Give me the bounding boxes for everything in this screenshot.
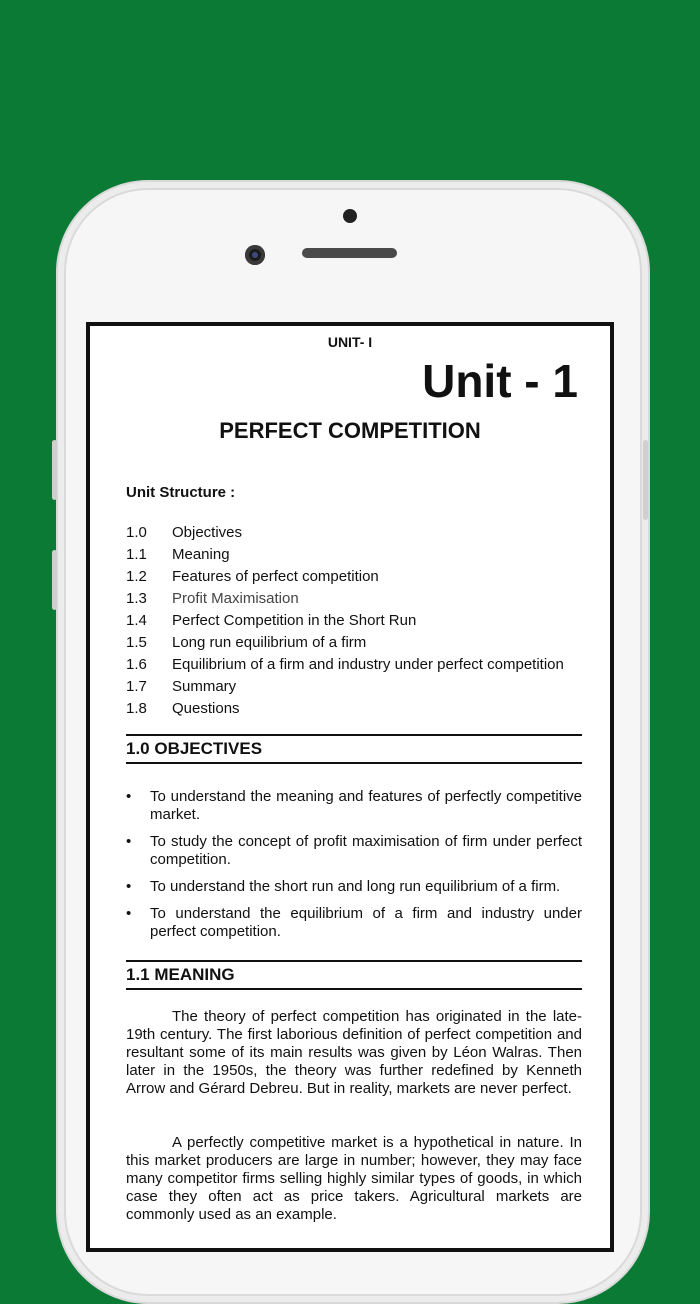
toc-item (126, 566, 590, 588)
toc-text: Long run equilibrium of a firm (172, 634, 367, 651)
toc-text: Perfect Competition in the Short Run (172, 612, 417, 629)
toc-item (126, 698, 590, 720)
toc-item (126, 610, 590, 632)
toc-text: Objectives (172, 524, 243, 541)
meaning-heading: 1.1 MEANING (126, 960, 582, 990)
toc-number: 1.4 (126, 612, 147, 629)
list-item: • To study the concept of profit maximisation of firm under perfect competition. (126, 833, 582, 869)
page-title: PERFECT COMPETITION (219, 418, 481, 443)
front-camera-icon (245, 245, 265, 265)
phone-side-button (52, 440, 57, 500)
list-item: • To understand the short run and long run equilibrium of a firm. (126, 878, 582, 896)
toc-item (126, 632, 590, 654)
toc-item (126, 588, 590, 610)
document-screen[interactable] (86, 322, 614, 1252)
toc-number: 1.6 (126, 656, 147, 673)
toc-item (126, 654, 590, 676)
toc-number: 1.8 (126, 700, 147, 717)
toc-number: 1.1 (126, 546, 147, 563)
toc-item (126, 522, 590, 544)
unit-structure-heading: Unit Structure : (126, 484, 236, 501)
toc-item (126, 676, 590, 698)
toc-number: 1.0 (126, 524, 147, 541)
toc-number: 1.7 (126, 678, 147, 695)
objectives-heading: 1.0 OBJECTIVES (126, 734, 582, 764)
objectives-list (126, 788, 582, 950)
table-of-contents (126, 522, 590, 720)
toc-text: Equilibrium of a firm and industry under perfect competition (172, 656, 564, 673)
toc-text: Features of perfect competition (172, 568, 379, 585)
toc-item (126, 544, 590, 566)
toc-text: Questions (172, 700, 240, 717)
toc-text: Meaning (172, 546, 230, 563)
unit-header-big: Unit - 1 (422, 355, 578, 407)
paragraph: A perfectly competitive market is a hypothetical in nature. In this market producers are large in number; however, they may face many competitor firms selling highly similar types of goods, in which case they often act as price takers. Agricultural markets are commonly used as an example. (126, 1134, 582, 1223)
earpiece-speaker (302, 248, 397, 258)
list-item: • To understand the meaning and features of perfectly competitive market. (126, 788, 582, 824)
toc-number: 1.5 (126, 634, 147, 651)
toc-number: 1.3 (126, 590, 147, 607)
unit-header-small: UNIT- I (327, 334, 373, 350)
phone-power-button (643, 440, 648, 520)
toc-number: 1.2 (126, 568, 147, 585)
toc-text: Profit Maximisation (172, 590, 299, 607)
toc-text: Summary (172, 678, 237, 695)
list-item: • To understand the equilibrium of a firm and industry under perfect competition. (126, 905, 582, 941)
proximity-sensor (343, 209, 357, 223)
paragraph: The theory of perfect competition has originated in the late-19th century. The first laborious definition of perfect competition and resultant some of its main results was given by Léon Walras. Then later in the 1950s, the theory was further redefined by Kenneth Arrow and Gérard Debreu. But in reality, markets are never perfect. (126, 1008, 582, 1097)
phone-side-button (52, 550, 57, 610)
